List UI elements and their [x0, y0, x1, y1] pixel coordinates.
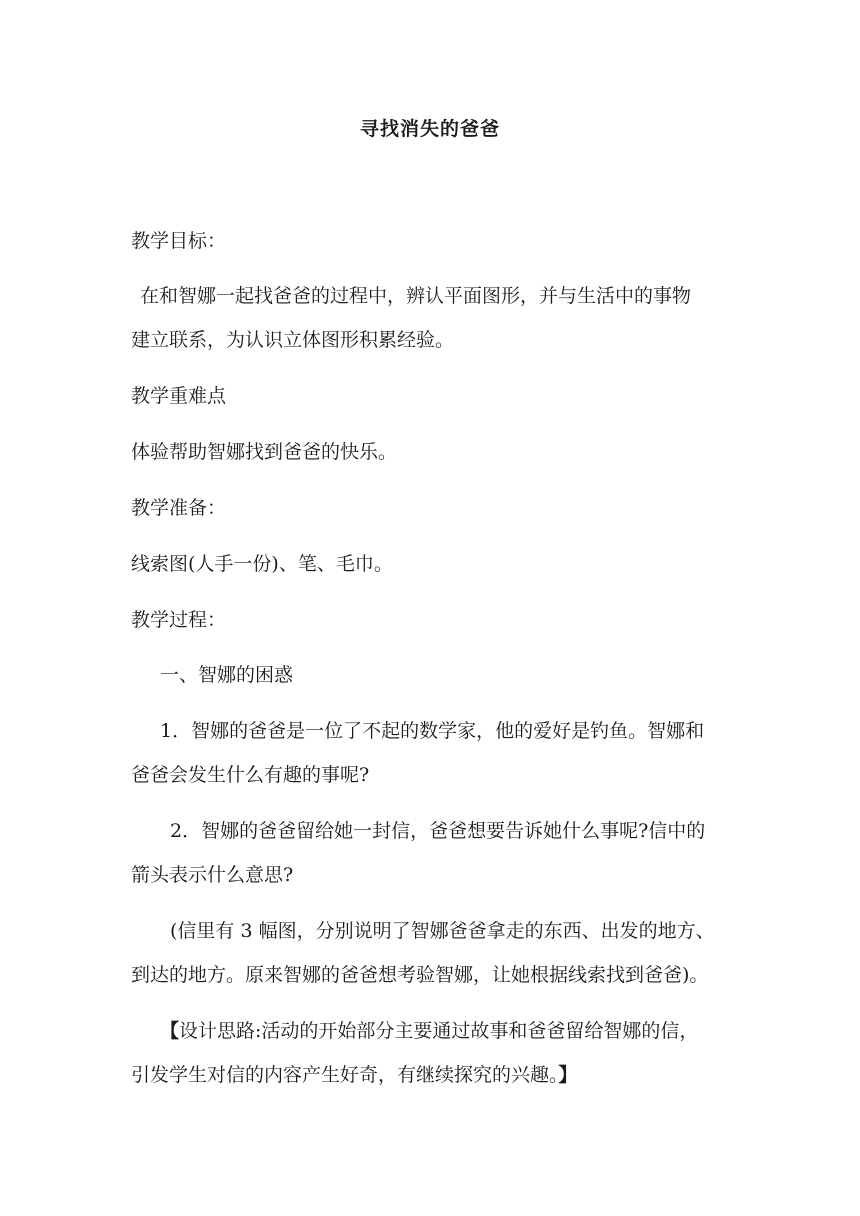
goal-text-line-2: 建立联系，为认识立体图形积累经验。 [131, 329, 455, 351]
design-note-open-bracket: 【 [160, 1020, 180, 1042]
key-points-heading: 教学重难点 [131, 385, 227, 407]
item-2-line-2: 箭头表示什么意思? [131, 864, 294, 886]
key-points-text: 体验帮助智娜找到爸爸的快乐。 [131, 441, 398, 463]
preparation-heading: 教学准备： [131, 497, 227, 519]
item-2-line-1: 2．智娜的爸爸留给她一封信，爸爸想要告诉她什么事呢?信中的 [170, 820, 706, 842]
preparation-text: 线索图(人手一份)、笔、毛巾。 [131, 553, 393, 575]
document-title: 寻找消失的爸爸 [359, 118, 500, 140]
item-1-line-1: 1．智娜的爸爸是一位了不起的数学家，他的爱好是钓鱼。智娜和 [160, 720, 705, 742]
goal-heading: 教学目标： [131, 230, 227, 252]
note-line-1: (信里有 3 幅图，分别说明了智娜爸爸拿走的东西、出发的地方、 [170, 920, 715, 942]
design-note-line-1 [160, 1018, 730, 1044]
section-1-heading: 一、智娜的困惑 [160, 664, 294, 686]
design-note-text-2: 引发学生对信的内容产生好奇，有继续探究的兴趣。 [131, 1064, 559, 1086]
design-note-line-2 [131, 1062, 731, 1088]
design-note-close-bracket: 】 [558, 1064, 578, 1086]
process-heading: 教学过程： [131, 609, 227, 631]
note-line-2: 到达的地方。原来智娜的爸爸想考验智娜，让她根据线索找到爸爸)。 [131, 964, 709, 986]
item-1-line-2: 爸爸会发生什么有趣的事呢? [131, 764, 370, 786]
goal-text-line-1: 在和智娜一起找爸爸的过程中，辨认平面图形，并与生活中的事物 [140, 285, 692, 307]
design-note-text-1: 设计思路:活动的开始部分主要通过故事和爸爸留给智娜的信， [179, 1020, 699, 1042]
